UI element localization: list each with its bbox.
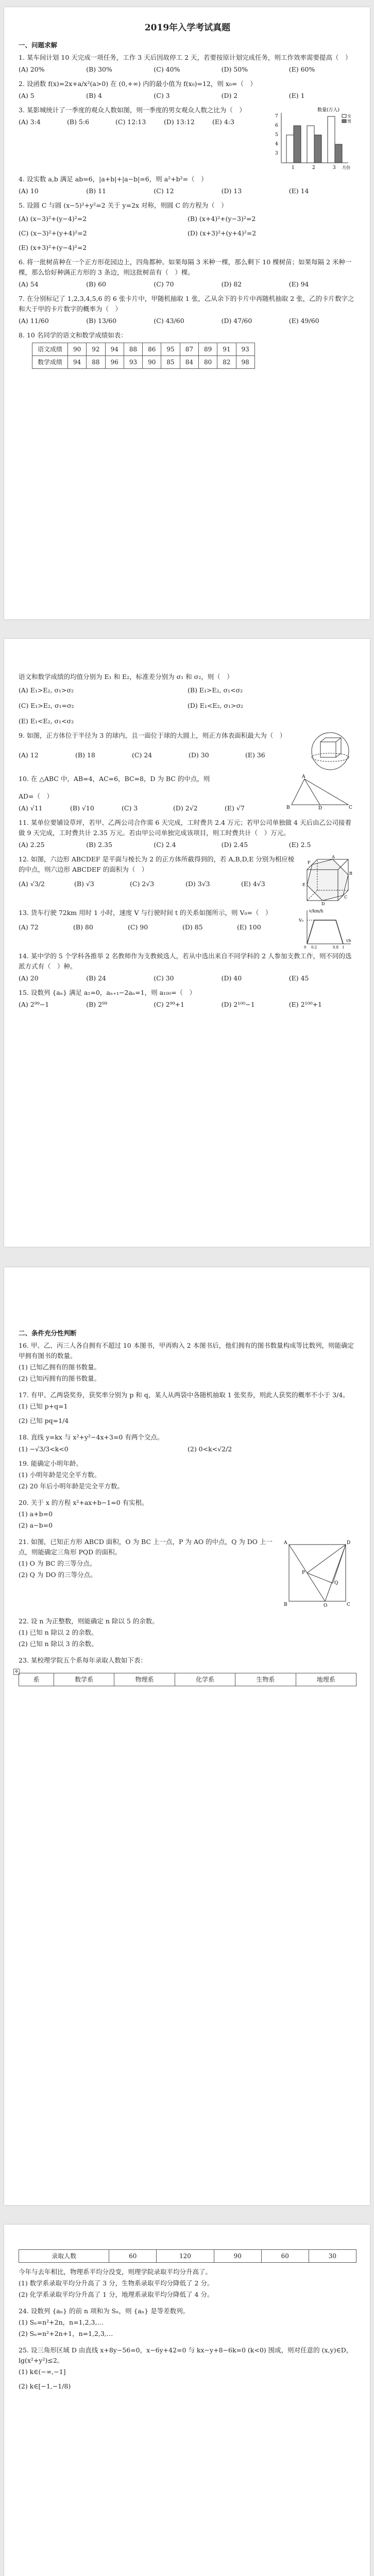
table-cell: 91 <box>217 343 236 356</box>
table-cell: 60 <box>261 2250 309 2263</box>
option-b: (B) 5:6 <box>67 118 90 126</box>
page-1 <box>4 7 370 619</box>
cube-section-figure <box>302 854 353 906</box>
option-b: (B) (x+4)²+(y−3)²=2 <box>188 215 256 223</box>
table-cell: 30 <box>309 2250 356 2263</box>
figure-tick: 6 <box>275 123 278 128</box>
page-2 <box>4 639 370 1247</box>
question-2 <box>19 79 356 101</box>
question-24 <box>19 2306 356 2339</box>
sphere-cube-figure <box>307 731 353 772</box>
table-cell: 80 <box>198 356 217 369</box>
page-title: 2019年入学考试真题 <box>144 23 231 33</box>
question-8-continued <box>19 672 356 726</box>
option-b: (B) E₁>E₂, σ₁<σ₂ <box>188 686 243 694</box>
table-row <box>32 356 255 369</box>
condition-2: (2) 化学系录取平均分升高了 1 分，地理系录取平均分降低了 4 分。 <box>19 2291 214 2298</box>
point-label: C <box>347 1602 350 1607</box>
question-12 <box>19 854 356 906</box>
option-d: (D) 2.45 <box>221 841 248 849</box>
option-a: (A) 12 <box>19 751 39 759</box>
option-a: (A) 54 <box>19 280 39 288</box>
point-label: A <box>284 1540 287 1546</box>
option-c: (C) E₁>E₂, σ₁=σ₂ <box>19 702 74 709</box>
question-22 <box>19 1616 356 1649</box>
question-stem: AD=（ ） <box>19 792 54 800</box>
option-b: (B) 11 <box>86 187 107 195</box>
table-cell: 93 <box>124 356 142 369</box>
point-label: F <box>308 860 311 865</box>
table-row <box>32 343 255 356</box>
option-d: (D) 82 <box>221 280 242 288</box>
option-c: (C) 24 <box>132 751 152 759</box>
table-cell: 90 <box>214 2250 261 2263</box>
condition-1: (1) a+b=0 <box>19 1510 53 1518</box>
table-header: 生物系 <box>235 1673 296 1686</box>
condition-2: (2) Q 为 DO 的三等分点。 <box>19 1571 97 1579</box>
option-a: (A) (x−3)²+(y−4)²=2 <box>19 215 87 223</box>
point-label: D <box>321 902 325 906</box>
admission-count-table <box>19 2249 356 2263</box>
condition-2: (2) 已知 pq=1/4 <box>19 1417 69 1425</box>
table-row <box>19 2250 356 2263</box>
option-b: (B) 24 <box>86 974 107 982</box>
figure-tick: 4 <box>275 142 278 147</box>
question-stem: 4. 设实数 a,b 满足 ab=6，|a+b|+|a−b|=6，则 a²+b²=（ ） <box>19 175 208 183</box>
option-a: (A) 5 <box>19 92 35 99</box>
option-e: (E) 2¹⁰⁰+1 <box>288 1001 322 1008</box>
option-d: (D) 2 <box>221 92 238 99</box>
question-stem: 7. 在分别标记了 1,2,3,4,5,6 的 6 张卡片中，甲随机抽取 1 张，乙从余下的卡片中再随机抽取 2 张，乙的卡片数字之和大于甲的卡片数字的概率为（ ） <box>19 295 354 313</box>
point-label: A <box>302 774 305 779</box>
question-stem: 15. 设数列 {aₙ} 满足 a₁=0，aₙ₊₁−2aₙ=1，则 a₁₀₀=（ ） <box>19 989 196 996</box>
option-e: (E) (x+3)²+(y−4)²=2 <box>19 244 87 251</box>
option-b: (B) √10 <box>70 804 94 812</box>
condition-1: (1) 小明年龄是完全平方数。 <box>19 1471 101 1479</box>
option-b: (B) 13/60 <box>86 317 117 325</box>
table-cell: 90 <box>143 356 161 369</box>
option-d: (D) 2¹⁰⁰−1 <box>221 1001 255 1008</box>
legend-male: 男 <box>347 119 351 124</box>
figure-x-tick: 1 <box>292 165 295 171</box>
condition-2: (2) 20 年后小明年龄是完全平方数。 <box>19 1482 124 1490</box>
option-e: (E) 1 <box>288 92 305 99</box>
condition-2: (2) Sₙ=n²+2n+1，n=1,2,3,… <box>19 2330 113 2337</box>
option-e: (E) 94 <box>288 280 309 288</box>
table-move-handle-icon[interactable]: ✥ <box>13 1669 20 1675</box>
question-19 <box>19 1459 356 1492</box>
point-label: B <box>284 1602 287 1607</box>
scores-table <box>32 343 255 369</box>
table-cell: 90 <box>68 343 87 356</box>
option-e: (E) 36 <box>245 751 265 759</box>
question-stem: 语文和数学成绩的均值分别为 E₁ 和 E₂，标准差分别为 σ₁ 和 σ₂，则（ ） <box>19 673 233 681</box>
option-e: (E) 49/60 <box>288 317 319 325</box>
chart-bar <box>335 144 342 163</box>
table-cell: 89 <box>198 343 217 356</box>
option-a: (A) 10 <box>19 187 39 195</box>
point-label: D <box>347 1540 351 1546</box>
figure-tick: 7 <box>275 114 278 119</box>
option-e: (E) 45 <box>288 974 309 982</box>
question-3 <box>19 105 356 171</box>
condition-1: (1) 已知乙拥有的图书数量。 <box>19 1363 101 1371</box>
point-label: O <box>324 1603 328 1608</box>
option-b: (B) 4 <box>86 92 103 99</box>
condition-2: (2) 0<k<√2/2 <box>188 1445 232 1453</box>
table-cell: 93 <box>236 343 254 356</box>
question-stem: 13. 货车行驶 72km 用时 1 小时，速度 V 与行驶时间 t 的关系如图所示，则 V₀=（ ） <box>19 909 272 917</box>
question-stem: 17. 有甲、乙两袋奖券，获奖率分别为 p 和 q，某人从两袋中各随机抽取 1 张奖券，则此人获奖的概率不小于 3/4。 <box>19 1391 349 1399</box>
point-label: B <box>349 871 352 876</box>
question-1 <box>19 53 356 75</box>
table-cell: 88 <box>87 356 105 369</box>
option-c: (C) 3 <box>122 804 138 812</box>
condition-2: (2) 已知丙拥有的图书数量。 <box>19 1375 101 1382</box>
table-cell: 86 <box>143 343 161 356</box>
option-c: (C) 12 <box>154 187 174 195</box>
question-11 <box>19 818 356 850</box>
question-stem: 22. 设 n 为正整数，则能确定 n 除以 5 的余数。 <box>19 1617 159 1625</box>
option-c: (C) 12:13 <box>115 118 146 126</box>
option-b: (B) √3 <box>74 880 94 888</box>
chart-bar <box>286 135 294 163</box>
table-header: 系 <box>19 1673 54 1686</box>
point-label: E <box>302 883 305 887</box>
question-7 <box>19 294 356 326</box>
option-e: (E) 4:3 <box>212 118 234 126</box>
option-b: (B) 2⁹⁹ <box>86 1001 108 1008</box>
option-c: (C) 2⁹⁹+1 <box>154 1001 185 1008</box>
question-17 <box>19 1390 356 1426</box>
option-b: (B) 2.35 <box>86 841 112 849</box>
option-c: (C) 90 <box>128 923 148 931</box>
option-c: (C) 43/60 <box>154 317 184 325</box>
question-stem: 25. 设三角形区域 D 由直线 x+8y−56=0，x−6y+42=0 与 kx−y+8−6k=0 (k<0) 围成，则对任意的 (x,y)∈D，lg(x²+y²)≤2。 <box>19 2346 353 2364</box>
table-cell: 98 <box>236 356 254 369</box>
audience-bar-chart-figure <box>266 105 353 172</box>
option-d: (D) 30 <box>189 751 209 759</box>
option-d: (D) (x+3)²+(y+4)²=2 <box>188 229 257 237</box>
table-row <box>19 1673 356 1686</box>
table-header: 数学系 <box>54 1673 114 1686</box>
table-row-label: 语文成绩 <box>32 343 68 356</box>
question-5 <box>19 200 356 253</box>
option-d: (D) 13:12 <box>164 118 195 126</box>
square-pqd-figure <box>281 1537 353 1609</box>
option-a: (A) 20 <box>19 974 39 982</box>
question-stem: 9. 如图，正方体位于半径为 3 的球内，且一面位于球的大圆上，则正方体表面积最大为（ ） <box>19 732 286 739</box>
option-a: (A) 2.25 <box>19 841 45 849</box>
condition-1: (1) k∈(−∞,−1] <box>19 2368 66 2376</box>
question-stem: 今年与去年相比，物理系平均分没变，则理学院录取平均分升高了。 <box>19 2268 212 2276</box>
option-d: (D) 85 <box>182 923 203 931</box>
option-d: (D) 50% <box>221 65 248 73</box>
condition-1: (1) 数学系录取平均分升高了 3 分，生物系录取平均分降低了 2 分。 <box>19 2279 214 2287</box>
table-cell: 92 <box>87 343 105 356</box>
figure-x-tick: 2 <box>312 165 315 171</box>
option-e: (E) E₁<E₂, σ₁<σ₂ <box>19 717 74 725</box>
legend-female: 女 <box>347 114 351 118</box>
option-b: (B) 18 <box>75 751 95 759</box>
option-d: (D) 13 <box>221 187 242 195</box>
option-c: (C) (x−3)²+(y+4)²=2 <box>19 229 87 237</box>
question-stem: 5. 设圆 C 与圆 (x−5)²+y²=2 关于 y=2x 对称，则圆 C 的方程为（ ） <box>19 201 228 209</box>
question-23 <box>14 1655 356 1686</box>
question-stem: 23. 某校理学院五个系每年录取人数如下表： <box>19 1656 147 1664</box>
question-stem: 21. 如图，已知正方形 ABCD 面积，O 为 BC 上一点，P 为 AO 的中点，Q 为 DO 上一点，则能确定三角形 PQD 的面积。 <box>19 1538 273 1556</box>
question-stem: 3. 某影城统计了一季度的观众人数如图，则一季度的男女观众人数之比为（ ） <box>19 106 246 114</box>
option-d: (D) E₁<E₂, σ₁>σ₂ <box>188 702 244 709</box>
figure-tick: 3 <box>275 151 278 156</box>
option-e: (E) 4√3 <box>241 880 265 888</box>
table-header: 化学系 <box>175 1673 235 1686</box>
question-stem: 2. 设函数 f(x)=2x+a/x²(a>0) 在 (0,+∞) 内的最小值为 f(x₀)=12，则 x₀=（ ） <box>19 80 257 88</box>
question-18 <box>19 1432 356 1454</box>
question-stem: 8. 10 名同学的语文和数学成绩如表： <box>19 331 127 339</box>
chart-bar <box>328 116 335 163</box>
point-label: P <box>302 1570 305 1575</box>
figure-tick: 0.2 <box>311 945 317 949</box>
figure-tick: 1 <box>342 945 345 949</box>
question-stem: 24. 设数列 {aₙ} 的前 n 项和为 Sₙ，则 {aₙ} 是等差数列。 <box>19 2307 190 2315</box>
table-cell: 96 <box>105 356 124 369</box>
table-row-label: 数学成绩 <box>32 356 68 369</box>
section-heading: 一、问题求解 <box>19 41 58 49</box>
table-cell: 87 <box>180 343 198 356</box>
option-a: (A) √3/2 <box>19 880 45 888</box>
figure-tick: 0.8 <box>333 945 339 949</box>
question-stem: 20. 关于 x 的方程 x²+ax+b−1=0 有实根。 <box>19 1499 148 1506</box>
question-stem: 18. 直线 y=kx 与 x²+y²−4x+3=0 有两个交点。 <box>19 1433 164 1441</box>
option-a: (A) 72 <box>19 923 39 931</box>
condition-2: (2) a−b=0 <box>19 1521 53 1529</box>
question-6 <box>19 257 356 290</box>
question-13 <box>19 908 356 949</box>
figure-y-label: v/km/h <box>309 909 324 913</box>
condition-1: (1) −√3/3<k<0 <box>19 1445 69 1453</box>
option-d: (D) 47/60 <box>221 317 252 325</box>
question-21 <box>19 1537 356 1608</box>
figure-x-tick: 3 <box>333 165 336 171</box>
condition-1: (1) 已知 p+q=1 <box>19 1402 68 1410</box>
option-d: (D) 2√2 <box>173 804 198 812</box>
velocity-time-figure <box>297 908 353 949</box>
section-heading: 二、条件充分性判断 <box>19 1329 77 1337</box>
question-25 <box>19 2345 356 2392</box>
figure-x-label: 月份 <box>342 165 350 170</box>
question-stem: 14. 某中学的 5 个学科各推举 2 名教师作为支教候选人，若从中选出来自不同学科的 2 人参加支教工作，则不同的选派方式有（ ）种。 <box>19 952 352 970</box>
figure-tick: 5 <box>275 132 278 138</box>
question-stem: 10. 在 △ABC 中，AB=4，AC=6，BC=8，D 为 BC 的中点，则 <box>19 775 210 783</box>
chart-bar <box>314 135 321 163</box>
option-a: (A) 20% <box>19 65 45 73</box>
point-label: D <box>318 806 322 810</box>
option-c: (C) 30 <box>154 974 174 982</box>
condition-1: (1) 已知 n 除以 2 的余数。 <box>19 1629 98 1636</box>
question-20 <box>19 1498 356 1531</box>
table-header: 地理系 <box>296 1673 356 1686</box>
question-10 <box>19 774 356 814</box>
point-label: B <box>286 805 290 810</box>
table-cell: 94 <box>105 343 124 356</box>
option-e: (E) 60% <box>288 65 315 73</box>
question-stem: 1. 某车间计划 10 天完成一项任务，工作 3 天后因故停工 2 天，若要按原计划完成任务，则工作效率需要提高（ ） <box>19 54 352 61</box>
table-cell: 94 <box>68 356 87 369</box>
option-c: (C) 2√3 <box>130 880 155 888</box>
question-9 <box>19 731 356 760</box>
option-a: (A) 11/60 <box>19 317 49 325</box>
table-cell: 120 <box>157 2250 214 2263</box>
table-header: 物理系 <box>114 1673 175 1686</box>
chart-bar <box>294 126 301 163</box>
condition-1: (1) Sₙ=n²+2n，n=1,2,3,… <box>19 2318 104 2326</box>
condition-2: (2) 已知 n 除以 3 的余数。 <box>19 1640 98 1648</box>
table-cell: 60 <box>109 2250 157 2263</box>
option-a: (A) √11 <box>19 804 43 812</box>
figure-y-label: 数量(万人) <box>317 108 340 113</box>
option-c: (C) 3 <box>154 92 170 99</box>
question-stem: 12. 如图，六边形 ABCDEF 是平面与棱长为 2 的正方体所截得到的，若 A,B,D,E 分别为相应棱的中点，则六边形 ABCDEF 的面积为（ ） <box>19 855 295 873</box>
triangle-figure <box>281 774 353 810</box>
condition-1: (1) O 为 BC 的三等分点。 <box>19 1560 96 1567</box>
option-b: (B) 60 <box>86 280 107 288</box>
table-cell: 85 <box>161 356 180 369</box>
option-a: (A) 2⁹⁹−1 <box>19 1001 49 1008</box>
figure-x-label: t/h <box>346 939 351 943</box>
admission-header-table <box>19 1673 356 1686</box>
option-d: (D) 3√3 <box>185 880 210 888</box>
chart-bar <box>307 126 314 163</box>
table-cell: 95 <box>161 343 180 356</box>
figure-v0-label: V₀ <box>299 918 303 923</box>
option-e: (E) 14 <box>288 187 309 195</box>
option-e: (E) 2.5 <box>288 841 311 849</box>
point-label: A <box>332 855 335 859</box>
option-e: (E) √7 <box>225 804 245 812</box>
option-e: (E) 100 <box>237 923 261 931</box>
table-row-label: 录取人数 <box>19 2250 109 2263</box>
table-cell: 84 <box>180 356 198 369</box>
option-b: (B) 80 <box>73 923 93 931</box>
question-stem: 11. 某单位要铺设草坪，若甲、乙两公司合作需 6 天完成，工时费共 2.4 万元；若甲公司单独做 4 天后由乙公司接着做 9 天完成，工时费共计 2.35 万元。若由甲公司单独完成该项目，则工时费共计（ ）万元。 <box>19 819 351 837</box>
option-c: (C) 70 <box>154 280 174 288</box>
point-label: Q <box>334 1581 338 1586</box>
question-stem: 16. 甲、乙、丙三人各自拥有不超过 10 本图书，甲再购入 2 本图书后，他们拥有的图书数量构成等比数列，则能确定甲拥有图书的数量。 <box>19 1342 354 1360</box>
question-8 <box>19 330 356 369</box>
question-15 <box>19 988 356 1010</box>
question-stem: 19. 能确定小明年龄。 <box>19 1460 82 1467</box>
option-a: (A) E₁>E₂, σ₁>σ₂ <box>19 686 74 694</box>
figure-tick: 0 <box>304 945 307 949</box>
table-cell: 88 <box>124 343 142 356</box>
option-b: (B) 30% <box>86 65 112 73</box>
condition-2: (2) k∈[−1,−1/8) <box>19 2382 71 2390</box>
page-3 <box>4 1267 370 2205</box>
question-stem: 6. 将一批树苗种在一个正方形花园边上，四角都种。如果每隔 3 米种一棵，那么剩下 10 棵树苗；如果每隔 2 米种一棵，那么恰好种满正方形的 3 条边，则这批树苗有（ ）棵。 <box>19 258 352 276</box>
option-c: (C) 40% <box>154 65 180 73</box>
table-cell: 82 <box>217 356 236 369</box>
option-c: (C) 2.4 <box>154 841 176 849</box>
option-a: (A) 3:4 <box>19 118 41 126</box>
question-16 <box>19 1341 356 1384</box>
question-4 <box>19 174 356 196</box>
page-4 <box>4 2225 370 2576</box>
option-d: (D) 40 <box>221 974 242 982</box>
point-label: C <box>349 805 352 810</box>
question-14 <box>19 951 356 984</box>
point-label: C <box>344 895 348 900</box>
